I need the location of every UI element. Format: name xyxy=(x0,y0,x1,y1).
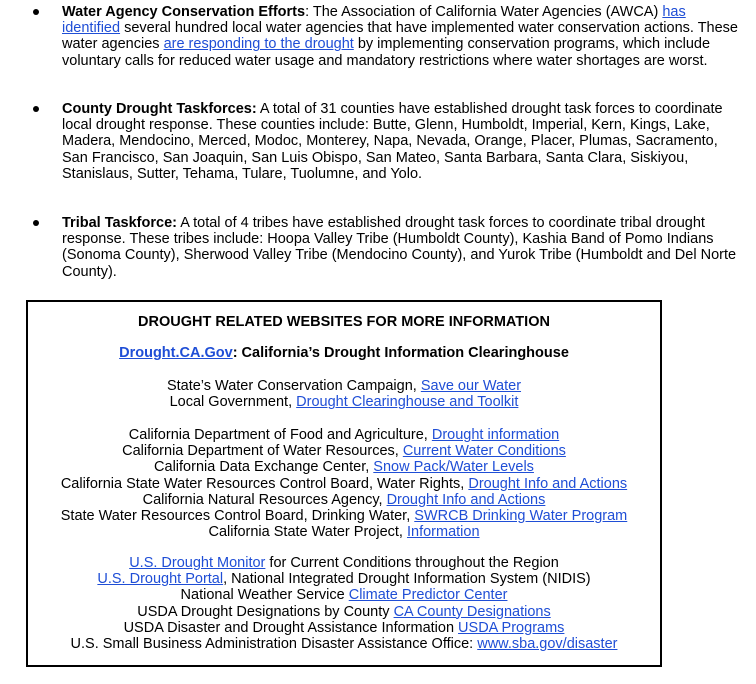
resource-label: USDA Disaster and Drought Assistance Information xyxy=(123,619,459,636)
websites-box xyxy=(26,300,662,667)
save-our-water-link[interactable]: Save our Water xyxy=(420,378,522,394)
sba-disaster-link[interactable]: www.sba.gov/disaster xyxy=(477,636,618,653)
water-rights-drought-info-link[interactable]: Drought Info and Actions xyxy=(468,475,628,492)
bullet-title: Water Agency Conservation Efforts xyxy=(62,4,306,20)
has-identified-link[interactable]: has identified xyxy=(62,4,686,37)
resource-line xyxy=(28,604,660,620)
snow-pack-water-levels-link[interactable]: Snow Pack/Water Levels xyxy=(373,459,534,476)
resource-line xyxy=(28,476,660,492)
resource-label: California State Water Project, xyxy=(208,524,407,541)
bullet-text: several hundred local water agencies that have implemented water conservation actions. These water agencies xyxy=(62,20,738,53)
resource-line xyxy=(28,508,660,524)
climate-predictor-center-link[interactable]: Climate Predictor Center xyxy=(348,587,508,604)
resource-label: California Data Exchange Center, xyxy=(154,459,374,476)
bullet-title: Tribal Taskforce: xyxy=(62,215,177,231)
us-drought-portal-link[interactable]: U.S. Drought Portal xyxy=(97,571,224,588)
state-campaign-group xyxy=(28,378,660,410)
resource-line xyxy=(28,492,660,508)
resource-label: for Current Conditions throughout the Region xyxy=(265,555,559,571)
bullet-text: A total of 31 counties have established drought task forces to coordinate local drought response. These counties include: Butte, Glenn, Humboldt, Imperial, Kern, Kings, Lake, Madera, Mendocino, Merced, Modoc, Monterey, Napa, Nevada, Orange, Placer, Plumas, Sacramento, San Francisco, San Joaquin, San Luis Obispo, San Mateo, Santa Barbara, Santa Clara, Siskiyou, Stanislaus, Sutter, Tehama, Tulare, Tuolumne, and Yolo. xyxy=(62,101,723,182)
resource-label: California Natural Resources Agency, xyxy=(142,491,387,508)
resource-line xyxy=(28,636,660,652)
resource-line xyxy=(28,378,660,394)
ca-county-designations-link[interactable]: CA County Designations xyxy=(393,603,551,620)
bullet-text: : The Association of California Water Agencies (AWCA) xyxy=(305,4,659,20)
resource-line xyxy=(28,394,660,410)
bullet-dot-icon xyxy=(33,106,39,112)
resource-label: California State Water Resources Control Board, Water Rights, xyxy=(60,475,469,492)
resource-line xyxy=(28,524,660,540)
cdfa-drought-information-link[interactable]: Drought information xyxy=(431,427,560,443)
natural-resources-drought-info-link[interactable]: Drought Info and Actions xyxy=(386,491,546,508)
resource-label: U.S. Small Business Administration Disaster Assistance Office: xyxy=(70,636,478,653)
resource-label: , National Integrated Drought Information System (NIDIS) xyxy=(223,571,591,588)
resource-label: State’s Water Conservation Campaign, xyxy=(166,378,421,394)
state-agencies-group xyxy=(28,427,660,540)
bullet-tribal-taskforce xyxy=(0,215,756,280)
bullet-county-taskforces xyxy=(0,101,756,182)
resource-label: California Department of Food and Agriculture, xyxy=(128,427,432,443)
responding-to-drought-link[interactable]: are responding to the drought xyxy=(163,36,354,53)
resource-label: Local Government, xyxy=(169,394,297,411)
bullet-text: by implementing conservation programs, which include voluntary calls for reduced water usage and mandatory restrictions where water shortages are worst. xyxy=(62,36,711,69)
resource-line xyxy=(28,587,660,603)
bullet-water-agency xyxy=(0,4,756,69)
resource-line xyxy=(28,555,660,571)
resource-line xyxy=(28,459,660,475)
drought-ca-gov-link[interactable]: Drought.CA.Gov xyxy=(119,345,233,361)
resource-line xyxy=(28,620,660,636)
bullet-title: County Drought Taskforces: xyxy=(62,101,257,117)
federal-resources-group xyxy=(28,555,660,652)
resource-label: National Weather Service xyxy=(180,587,349,604)
resource-label: California Department of Water Resources, xyxy=(122,443,403,460)
clearinghouse-line xyxy=(28,345,660,361)
resource-label: State Water Resources Control Board, Drinking Water, xyxy=(60,508,415,525)
drought-clearinghouse-toolkit-link[interactable]: Drought Clearinghouse and Toolkit xyxy=(296,394,519,411)
resource-label: USDA Drought Designations by County xyxy=(137,603,394,620)
box-heading: DROUGHT RELATED WEBSITES FOR MORE INFORMATION xyxy=(138,314,550,330)
bullet-text: A total of 4 tribes have established drought task forces to coordinate tribal drought response. These tribes include: Hoopa Valley Tribe (Humboldt County), Kashia Band of Pomo Indians (Sonoma County), Sherwood Valley Tribe (Mendocino County), and Yurok Tribe (Humboldt and Del Norte County). xyxy=(62,215,737,280)
state-water-project-info-link[interactable]: Information xyxy=(406,524,480,541)
resource-line xyxy=(28,427,660,443)
swrcb-drinking-water-link[interactable]: SWRCB Drinking Water Program xyxy=(414,508,628,525)
clearinghouse-text: : California’s Drought Information Clearinghouse xyxy=(232,345,569,361)
resource-line xyxy=(28,443,660,459)
current-water-conditions-link[interactable]: Current Water Conditions xyxy=(402,443,566,460)
bullet-dot-icon xyxy=(33,9,39,15)
usda-programs-link[interactable]: USDA Programs xyxy=(458,619,565,636)
resource-line xyxy=(28,571,660,587)
bullet-dot-icon xyxy=(33,220,39,226)
us-drought-monitor-link[interactable]: U.S. Drought Monitor xyxy=(129,555,266,571)
